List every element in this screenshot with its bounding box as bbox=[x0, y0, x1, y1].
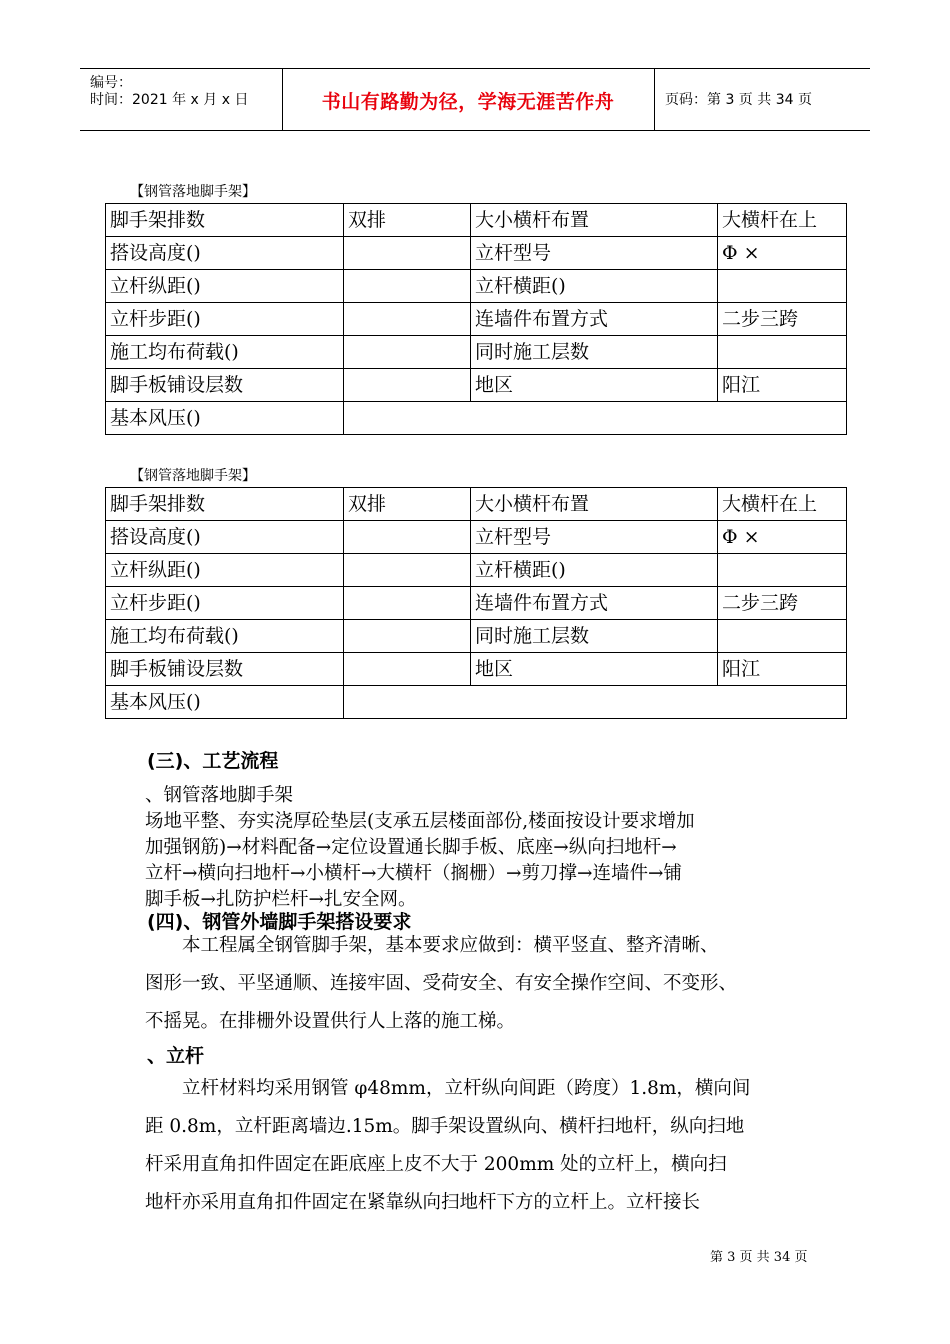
table-cell: 施工均布荷载() bbox=[106, 336, 344, 369]
table-cell: 大小横杆布置 bbox=[471, 488, 718, 521]
paragraph-line: 地杆亦采用直角扣件固定在紧靠纵向扫地杆下方的立杆上。立杆接长 bbox=[145, 1192, 701, 1213]
motto-text: 书山有路勤为径，学海无涯苦作舟 bbox=[321, 91, 615, 113]
table-cell: 立杆型号 bbox=[471, 237, 718, 270]
table-cell: 双排 bbox=[344, 204, 471, 237]
paragraph-line: 、钢管落地脚手架 bbox=[145, 785, 294, 806]
table-cell: 立杆型号 bbox=[471, 521, 718, 554]
header-page-label: 页码：第 3 页 共 34 页 bbox=[665, 92, 812, 108]
requirements-text bbox=[145, 927, 813, 1041]
table-cell: 二步三跨 bbox=[718, 587, 847, 620]
paragraph-line: 场地平整、夯实浇厚砼垫层(支承五层楼面部份,楼面按设计要求增加 bbox=[145, 811, 695, 832]
table-row bbox=[106, 620, 847, 653]
paragraph-line: 立杆材料均采用钢管 φ48mm，立杆纵向间距（跨度）1.8m，横向间 bbox=[145, 1078, 751, 1099]
table-caption: 【钢管落地脚手架】 bbox=[130, 184, 256, 200]
table-row bbox=[106, 554, 847, 587]
paragraph-line: 图形一致、平坚通顺、连接牢固、受荷安全、有安全操作空间、不变形、 bbox=[145, 973, 738, 994]
table-cell bbox=[344, 521, 471, 554]
process-flow-text bbox=[145, 783, 813, 913]
table-cell bbox=[344, 237, 471, 270]
paragraph-line: 脚手板→扎防护栏杆→扎安全网。 bbox=[145, 889, 417, 910]
table-cell bbox=[344, 270, 471, 303]
table-cell: 大小横杆布置 bbox=[471, 204, 718, 237]
table-row bbox=[106, 303, 847, 336]
page-header bbox=[80, 68, 870, 131]
table-row bbox=[106, 488, 847, 521]
table-row bbox=[106, 270, 847, 303]
scaffold-spec-table bbox=[105, 487, 847, 719]
table-cell: 连墙件布置方式 bbox=[471, 303, 718, 336]
table-cell: 地区 bbox=[471, 369, 718, 402]
scaffold-spec-table bbox=[105, 203, 847, 435]
table-cell: 施工均布荷载() bbox=[106, 620, 344, 653]
section-heading: (三)、工艺流程 bbox=[147, 750, 279, 772]
table-cell bbox=[718, 620, 847, 653]
table-cell: 脚手板铺设层数 bbox=[106, 653, 344, 686]
table-cell bbox=[344, 336, 471, 369]
table-cell bbox=[718, 270, 847, 303]
table-cell: 大横杆在上 bbox=[718, 204, 847, 237]
table-cell: 同时施工层数 bbox=[471, 336, 718, 369]
table-row bbox=[106, 369, 847, 402]
table-cell: 双排 bbox=[344, 488, 471, 521]
table-cell: 脚手板铺设层数 bbox=[106, 369, 344, 402]
table-cell: 阳江 bbox=[718, 653, 847, 686]
table-cell bbox=[344, 554, 471, 587]
table-cell bbox=[344, 653, 471, 686]
table-cell: 搭设高度() bbox=[106, 521, 344, 554]
upright-text bbox=[145, 1070, 813, 1222]
table-row bbox=[106, 521, 847, 554]
paragraph-line: 杆采用直角扣件固定在距底座上皮不大于 200mm 处的立杆上，横向扫 bbox=[145, 1154, 727, 1175]
table-cell bbox=[344, 369, 471, 402]
table-cell: 同时施工层数 bbox=[471, 620, 718, 653]
paragraph-line: 加强钢筋)→材料配备→定位设置通长脚手板、底座→纵向扫地杆→ bbox=[145, 837, 677, 858]
doc-date-label: 时间：2021 年 x 月 x 日 bbox=[90, 92, 249, 108]
table-cell: 二步三跨 bbox=[718, 303, 847, 336]
table-cell: 立杆横距() bbox=[471, 270, 718, 303]
table-row bbox=[106, 336, 847, 369]
table-cell: 立杆横距() bbox=[471, 554, 718, 587]
doc-number-label: 编号： bbox=[90, 75, 132, 91]
paragraph-line: 立杆→横向扫地杆→小横杆→大横杆（搁栅）→剪刀撑→连墙件→铺 bbox=[145, 863, 683, 884]
table-row bbox=[106, 686, 847, 719]
table-row bbox=[106, 653, 847, 686]
table-row bbox=[106, 587, 847, 620]
table-cell: 脚手架排数 bbox=[106, 204, 344, 237]
paragraph-line: 距 0.8m，立杆距离墙边.15m。脚手架设置纵向、横杆扫地杆，纵向扫地 bbox=[145, 1116, 745, 1137]
table-cell bbox=[718, 336, 847, 369]
table-cell: 立杆纵距() bbox=[106, 554, 344, 587]
table-row bbox=[106, 204, 847, 237]
paragraph-line: 本工程属全钢管脚手架，基本要求应做到：横平竖直、整齐清晰、 bbox=[145, 935, 719, 956]
table-cell: 搭设高度() bbox=[106, 237, 344, 270]
table-cell: 连墙件布置方式 bbox=[471, 587, 718, 620]
table-cell: 立杆步距() bbox=[106, 587, 344, 620]
table-cell bbox=[344, 402, 847, 435]
table-cell: 大横杆在上 bbox=[718, 488, 847, 521]
header-meta bbox=[80, 69, 283, 130]
table-cell bbox=[718, 554, 847, 587]
table-cell: Φ × bbox=[718, 521, 847, 554]
table-cell: 立杆纵距() bbox=[106, 270, 344, 303]
paragraph-line: 不摇晃。在排栅外设置供行人上落的施工梯。 bbox=[145, 1011, 516, 1032]
table-cell: 地区 bbox=[471, 653, 718, 686]
header-page bbox=[655, 69, 870, 130]
table-cell: 脚手架排数 bbox=[106, 488, 344, 521]
table-row bbox=[106, 402, 847, 435]
table-row bbox=[106, 237, 847, 270]
subsection-heading: 、立杆 bbox=[147, 1045, 205, 1067]
page-footer: 第 3 页 共 34 页 bbox=[710, 1250, 808, 1265]
table-cell: Φ × bbox=[718, 237, 847, 270]
header-motto bbox=[282, 69, 655, 130]
section-heading: (四)、钢管外墙脚手架搭设要求 bbox=[147, 911, 412, 933]
table-cell bbox=[344, 686, 847, 719]
table-cell: 基本风压() bbox=[106, 686, 344, 719]
table-caption: 【钢管落地脚手架】 bbox=[130, 468, 256, 484]
table-cell bbox=[344, 620, 471, 653]
table-cell bbox=[344, 303, 471, 336]
table-cell: 阳江 bbox=[718, 369, 847, 402]
table-cell: 基本风压() bbox=[106, 402, 344, 435]
table-cell bbox=[344, 587, 471, 620]
table-cell: 立杆步距() bbox=[106, 303, 344, 336]
